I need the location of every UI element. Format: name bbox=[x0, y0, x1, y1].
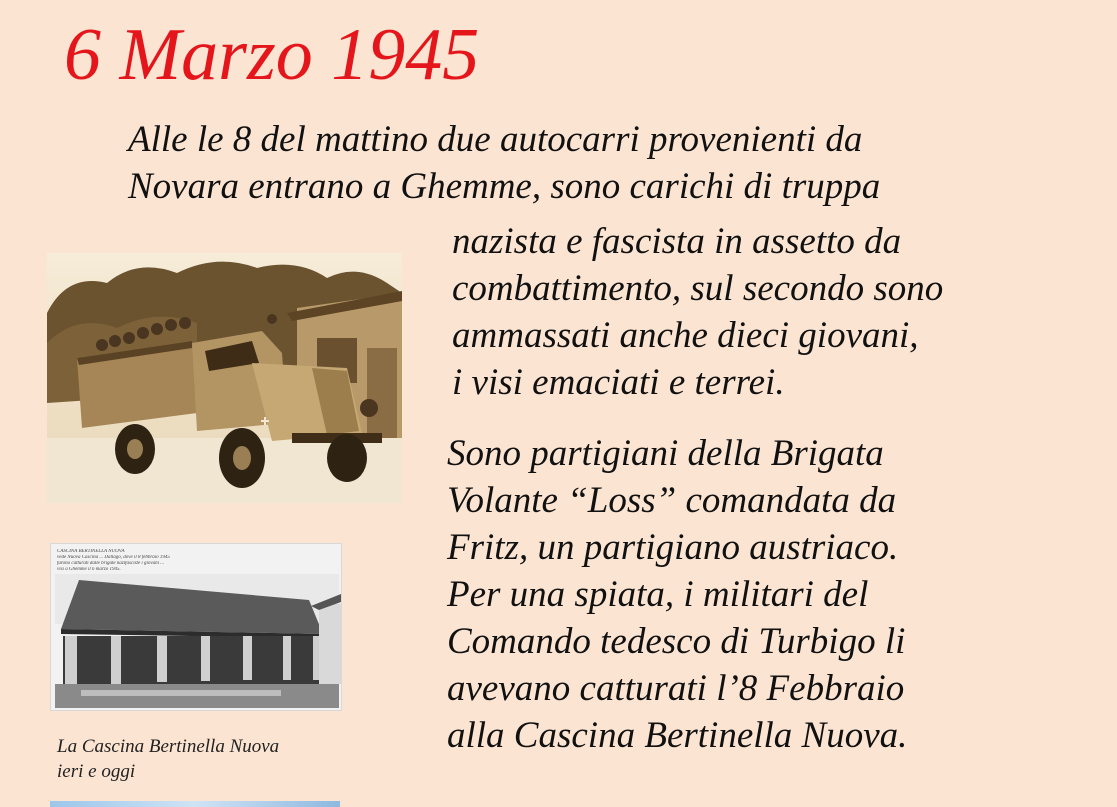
photo-caption bbox=[57, 734, 279, 784]
caption-line: La Cascina Bertinella Nuova bbox=[57, 736, 280, 757]
partisans-paragraph bbox=[447, 430, 907, 759]
text-line: Sono partigiani della Brigata bbox=[447, 433, 884, 474]
text-line: Alle le 8 del mattino due autocarri provenienti da bbox=[128, 119, 863, 160]
inset-line: visi a Ghemme il 6 marzo 1945. bbox=[57, 567, 121, 572]
cascina-photo bbox=[50, 543, 342, 711]
continuation-paragraph bbox=[452, 218, 943, 406]
text-line: i visi emaciati e terrei. bbox=[452, 362, 785, 403]
inset-line: vede Nuova Cascina ... Dallago, dove il 8 febbraio 1945 bbox=[57, 555, 170, 560]
page-title: 6 Marzo 1945 bbox=[64, 14, 480, 96]
text-line: avevano catturati l’8 Febbraio bbox=[447, 668, 905, 709]
text-line: ammassati anche dieci giovani, bbox=[452, 315, 919, 356]
text-line: Novara entrano a Ghemme, sono carichi di truppa bbox=[128, 166, 881, 207]
text-line: Per una spiata, i militari del bbox=[447, 574, 869, 615]
text-line: nazista e fascista in assetto da bbox=[452, 221, 902, 262]
text-line: Fritz, un partigiano austriaco. bbox=[447, 527, 899, 568]
text-line: Volante “Loss” comandata da bbox=[447, 480, 897, 521]
text-line: alla Cascina Bertinella Nuova. bbox=[447, 715, 908, 756]
color-photo-strip bbox=[50, 801, 340, 807]
intro-paragraph bbox=[128, 116, 880, 210]
inset-line: furono catturati dalle brigate nazifasciste i giovani ... bbox=[57, 561, 165, 566]
text-line: combattimento, sul secondo sono bbox=[452, 268, 944, 309]
truck-photo bbox=[47, 253, 402, 503]
inset-line: CASCINA BERTINELLA NUOVA bbox=[57, 549, 125, 554]
photo-inset-caption bbox=[57, 549, 207, 573]
caption-line: ieri e oggi bbox=[57, 761, 136, 782]
text-line: Comando tedesco di Turbigo li bbox=[447, 621, 906, 662]
